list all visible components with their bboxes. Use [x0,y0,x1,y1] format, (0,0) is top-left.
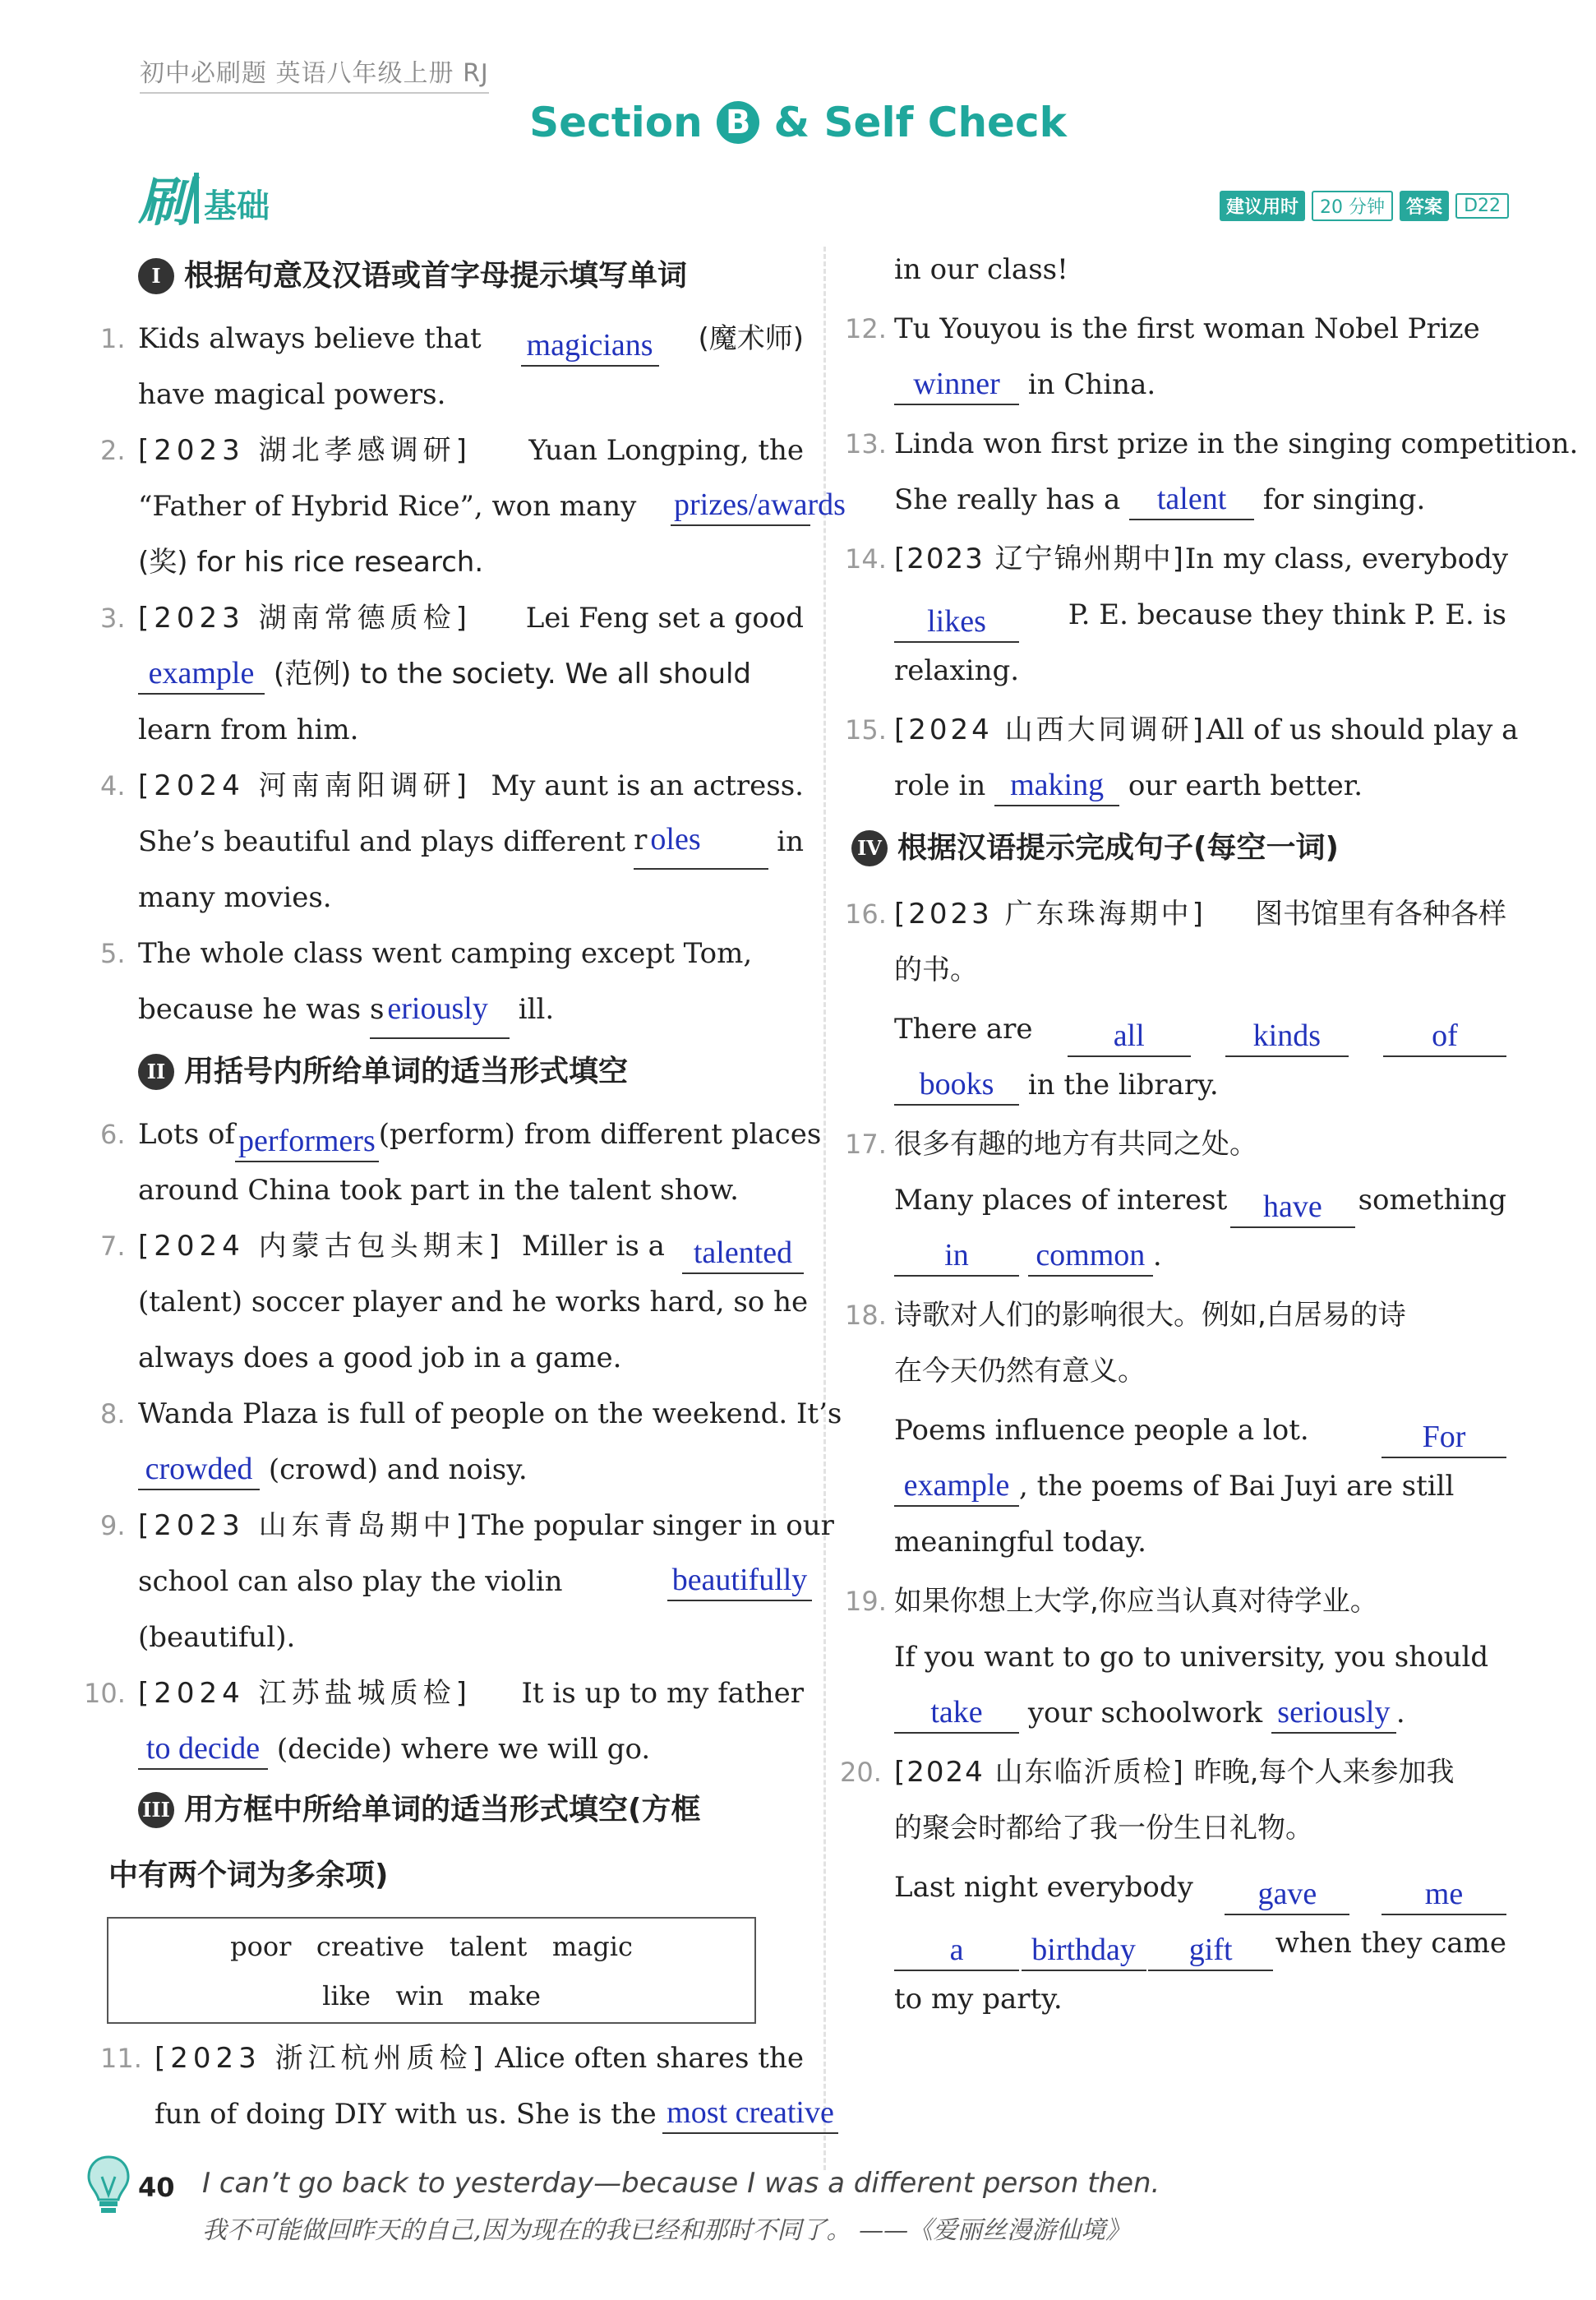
q7-line2 [138,1274,809,1330]
section-title-post: & Self Check [759,99,1067,146]
q14-line1 [845,531,1509,587]
q20-text-a: Last night everybody [894,1871,1193,1904]
q10-source: [2024 江苏盐城质检] [138,1677,472,1710]
q19-text-c: . [1395,1697,1405,1730]
q17-number: 17. [845,1129,887,1160]
q16-line4 [894,1057,1506,1113]
q16-text-a: There are [894,1013,1033,1046]
book-title: 初中必刷题 英语八年级上册 RJ [140,53,489,94]
q8-answer[interactable]: crowded [138,1449,260,1490]
q2-line2 [138,478,846,534]
q7-answer[interactable]: talented [682,1233,804,1274]
q14-line2 [894,587,1506,643]
q18-line3 [894,1402,1506,1458]
q19-text-a: If you want to go to university, you should [894,1641,1489,1674]
q16-line2 [894,942,1506,998]
q5-hint: s [369,993,385,1026]
q1-line1 [100,311,804,367]
part2-roman: II [138,1054,174,1090]
q15-text-b: role in [894,769,986,802]
q15-source: [2024 山西大同调研] [894,714,1206,746]
part3-roman: III [138,1792,174,1828]
part4-title: 根据汉语提示完成句子(每空一词) [897,831,1339,865]
q18-cn-a: 诗歌对人们的影响很大。例如,白居易的诗 [894,1299,1406,1332]
q17-text-b: something [1358,1184,1506,1217]
q20-number: 20. [840,1757,882,1788]
q19-text-b: your schoolwork [1027,1697,1263,1730]
q14-answer[interactable]: likes [894,602,1019,643]
q18-line5 [894,1514,1506,1570]
q11-answer[interactable]: most creative [662,2093,838,2134]
q6-line1 [100,1106,822,1162]
q6-text-b: (perform) from different places [378,1118,822,1151]
q20-cn-b: 的聚会时都给了我一份生日礼物。 [894,1812,1313,1845]
section-title-pre: Section [529,99,717,146]
q15-text-a: All of us should play a [1206,714,1519,746]
q2-number-label: 2. [100,435,126,466]
q19-line3 [894,1685,1506,1741]
q14-text-b: P. E. because they think P. E. is [1068,598,1506,631]
basics-badge [138,169,270,233]
q11-source: [2023 浙江杭州质检] [155,2042,488,2075]
q18-line4 [894,1458,1506,1514]
q15-text-c: our earth better. [1128,769,1363,802]
q20-answer-5[interactable]: gift [1148,1930,1273,1971]
q8-text-b: (crowd) and noisy. [268,1453,528,1486]
q19-line2 [894,1629,1506,1685]
q12-text-b: in China. [1027,368,1156,401]
q3-answer[interactable]: example [138,654,265,695]
q20-line1 [840,1744,1506,1800]
q3-line3 [138,702,804,758]
q2-text-b: “Father of Hybrid Rice”, won many [138,490,637,523]
q4-text-b: She’s beautiful and plays different [138,825,626,858]
q16-cn-a: 图书馆里有各种各样 [1255,898,1506,931]
lightbulb-icon [85,2154,131,2219]
q7-text-c: always does a good job in a game. [138,1342,622,1374]
badge-bar [194,173,199,224]
q2-source: [2023 湖北孝感调研] [138,434,472,467]
q1-text-b: (魔术师) [698,322,804,355]
q12-answer[interactable]: winner [894,364,1019,405]
q8-line2 [138,1442,804,1498]
q10-answer[interactable]: to decide [138,1729,268,1770]
q17-text-a: Many places of interest [894,1184,1228,1217]
q19-answer-1[interactable]: take [894,1693,1019,1734]
q17-answer-2[interactable]: in [894,1235,1019,1277]
q5-line2 [138,981,804,1037]
q4-line2 [138,814,804,870]
footer-quote: I can’t go back to yesterday—because I was a different person then. [202,2167,1160,2200]
q11-line2 [138,2086,834,2142]
q7-number: 7. [100,1231,126,1262]
q2-answer[interactable]: prizes/awards [671,485,810,526]
q10-line2 [138,1721,804,1777]
q8-number: 8. [100,1398,126,1429]
q11-line3 [894,242,1506,298]
q2-text-a: Yuan Longping, the [528,434,804,467]
q4-blank[interactable] [634,812,768,870]
q18-line1 [845,1287,1506,1343]
q4-text-a: My aunt is an actress. [491,769,804,802]
q2-line1 [100,423,804,478]
q3-text-c: learn from him. [138,714,359,746]
q10-line1 [84,1665,804,1721]
q10-text-a: It is up to my father [521,1677,804,1710]
q20-answer-4[interactable]: birthday [1022,1930,1146,1971]
q6-text-c: around China took part in the talent show. [138,1174,739,1207]
q13-line2 [894,472,1506,528]
q16-cn-b: 的书。 [894,954,978,986]
q17-answer-3[interactable]: common [1028,1235,1153,1277]
q20-answer-2[interactable]: me [1382,1874,1506,1915]
q5-number: 5. [100,938,126,969]
q20-line5 [894,1971,1506,2027]
q10-text-b: (decide) where we will go. [276,1733,651,1766]
q16-answer-2[interactable]: kinds [1225,1016,1349,1057]
q16-answer-4[interactable]: books [894,1065,1019,1106]
page-number: 40 [138,2172,175,2203]
q11-text-b: fun of doing DIY with us. She is the [155,2098,657,2131]
q3-number: 3. [100,603,126,634]
part3-title: 用方框中所给单词的适当形式填空(方框 [184,1793,701,1827]
q11-line1 [100,2030,804,2086]
q7-text-a: Miller is a [521,1230,665,1263]
part3-title-2: 中有两个词为多余项) [108,1859,389,1892]
q11-number: 11. [100,2043,142,2074]
q12-line2 [894,357,1506,413]
q19-answer-2[interactable]: seriously [1271,1693,1396,1734]
q13-text-a: Linda won first prize in the singing competition. [894,427,1579,460]
q20-text-b: when they came [1275,1927,1506,1960]
q4-hint: r [634,824,648,857]
q4-line1 [100,758,804,814]
q14-number: 14. [845,543,887,575]
part4-roman: IV [851,830,888,866]
q7-line3 [138,1330,804,1386]
time-label: 建议用时 [1220,191,1305,221]
answer-value: D22 [1455,193,1509,219]
q18-cn-b: 在今天仍然有意义。 [894,1355,1146,1388]
q15-number: 15. [845,714,887,746]
q1-answer[interactable]: magicians [521,326,659,367]
q19-number: 19. [845,1586,887,1617]
q4-text-d: many movies. [138,881,332,914]
q20-line3 [894,1859,1506,1915]
q19-line1 [845,1573,1506,1629]
q7-source: [2024 内蒙古包头期末] [138,1230,505,1263]
q6-text-a: Lots of [138,1118,236,1151]
q1-text-a: Kids always believe that [138,322,482,355]
q3-text-b: (范例) to the society. We all should [273,658,752,690]
footer-quote-cn: 我不可能做回昨天的自己,因为现在的我已经和那时不同了。 ——《爱丽丝漫游仙境》 [202,2216,1131,2245]
q6-answer[interactable]: performers [235,1121,379,1162]
q20-line4 [894,1915,1506,1971]
q18-text-c: meaningful today. [894,1526,1146,1559]
q10-number: 10. [84,1678,126,1709]
q12-text-a: Tu Youyou is the first woman Nobel Prize [894,312,1480,345]
q17-cn: 很多有趣的地方有共同之处。 [894,1128,1257,1161]
q19-cn: 如果你想上大学,你应当认真对待学业。 [894,1585,1378,1618]
q15-line2 [894,758,1506,814]
q9-text-a: The popular singer in our [471,1509,834,1542]
q16-answer-1[interactable]: all [1068,1016,1191,1057]
time-value: 20 分钟 [1312,191,1393,221]
part1-heading [138,242,804,311]
q13-text-b: She really has a [894,483,1121,516]
q9-source: [2023 山东青岛期中] [138,1509,472,1542]
q16-answer-3[interactable]: of [1383,1016,1506,1057]
q6-number: 6. [100,1119,126,1150]
q12-number: 12. [845,313,887,344]
part1-roman: I [138,258,174,294]
q9-number: 9. [100,1510,126,1541]
q5-line1 [100,926,804,981]
q5-text-a: The whole class went camping except Tom, [138,937,753,970]
q14-text-a: In my class, everybody [1184,543,1509,575]
answer-label: 答案 [1400,191,1449,221]
q2-text-c: (奖) for his rice research. [138,546,484,579]
q20-answer-1[interactable]: gave [1225,1874,1349,1915]
right-column [840,243,1579,2027]
part4-heading [851,814,1506,883]
q3-text-a: Lei Feng set a good [525,602,804,635]
q13-answer[interactable]: talent [1129,479,1254,520]
q9-text-b: school can also play the violin [138,1565,563,1598]
q14-line3 [894,643,1506,699]
q17-line3 [894,1228,1506,1284]
q16-line3 [894,1001,1506,1057]
q3-line2 [138,646,804,702]
q16-source: [2023 广东珠海期中] [894,898,1206,931]
q14-source: [2023 辽宁锦州期中] [894,543,1185,575]
q20-line2 [894,1800,1506,1856]
q20-cn-a: 昨晚,每个人来参加我 [1193,1756,1455,1789]
q7-line1 [100,1218,804,1274]
q18-number: 18. [845,1300,887,1331]
q9-line3 [138,1610,804,1665]
q13-number: 13. [845,428,887,460]
q20-text-c: to my party. [894,1983,1063,2016]
q9-line2 [138,1554,808,1610]
q15-line1 [845,702,1519,758]
q11-text-a: Alice often shares the [495,2042,804,2075]
section-letter-badge: B [717,101,759,144]
badge-sub: 基础 [204,187,270,225]
part3-heading [138,1777,804,1843]
q1-text-c: have magical powers. [138,378,446,411]
q5-answer: eriously [387,991,488,1026]
q18-text-a: Poems influence people a lot. [894,1414,1309,1447]
q8-line1 [100,1386,842,1442]
time-tags [1220,191,1509,221]
word-box-row1: poor creative talent magic [230,1931,633,1962]
q2-line3 [138,534,804,590]
q20-source: [2024 山东临沂质检] [894,1756,1185,1789]
q17-line1 [845,1116,1506,1172]
part2-title: 用括号内所给单词的适当形式填空 [184,1055,629,1088]
q4-number: 4. [100,770,126,801]
q4-source: [2024 河南南阳调研] [138,769,472,802]
q5-blank[interactable] [370,981,510,1039]
q15-answer[interactable]: making [994,765,1119,806]
part3-heading-cont [108,1843,804,1909]
q17-answer-1[interactable]: have [1230,1187,1355,1228]
q8-text-a: Wanda Plaza is full of people on the weekend. It’s [138,1397,842,1430]
q17-line2 [894,1172,1506,1228]
q14-text-c: relaxing. [894,654,1020,687]
q18-answer-2[interactable]: example [894,1466,1019,1507]
q12-line1 [845,301,1506,357]
q13-line1 [845,416,1579,472]
q13-text-c: for singing. [1262,483,1426,516]
q4-answer: oles [650,822,701,857]
q4-line3 [138,870,804,926]
section-title [0,99,1596,146]
part2-heading [138,1037,804,1106]
word-box [107,1917,756,2024]
q3-line1 [100,590,804,646]
column-divider [823,247,826,2170]
part1-title: 根据句意及汉语或首字母提示填写单词 [184,259,688,293]
q1-number: 1. [100,323,126,354]
badge-main: 刷 [138,173,191,233]
q16-text-c: in the library. [1027,1069,1219,1102]
q16-number: 16. [845,898,887,930]
q1-line2 [138,367,804,423]
q7-text-b: (talent) soccer player and he works hard, so he [138,1286,809,1319]
q9-text-c: (beautiful). [138,1621,296,1654]
q5-text-c: ill. [518,993,555,1026]
q20-answer-3[interactable]: a [894,1930,1019,1971]
q3-source: [2023 湖南常德质检] [138,602,472,635]
q11-text-c: in our class! [894,253,1068,286]
q5-text-b: because he was [138,993,362,1026]
word-box-row2: like win make [322,1980,541,2011]
q16-line1 [845,886,1506,942]
q4-text-c: in [777,825,804,858]
q9-answer[interactable]: beautifully [667,1560,812,1601]
q18-line2 [894,1343,1506,1399]
q17-text-c: . [1152,1240,1162,1272]
q18-text-b: , the poems of Bai Juyi are still [1019,1470,1455,1503]
q9-line1 [100,1498,834,1554]
left-column [84,242,846,2142]
q6-line2 [138,1162,804,1218]
q18-answer-1[interactable]: For [1382,1417,1506,1458]
